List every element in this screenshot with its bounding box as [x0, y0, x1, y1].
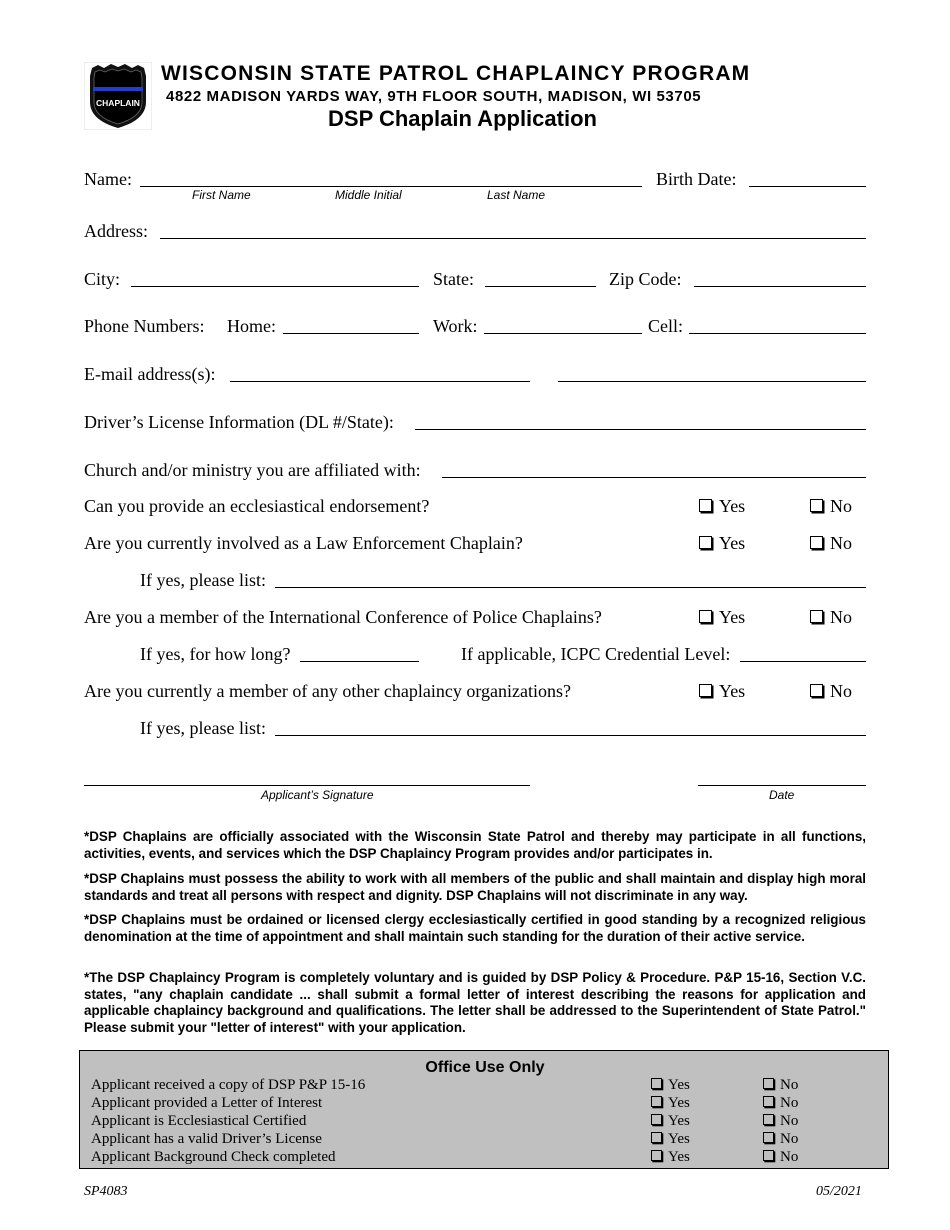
state-label: State:: [433, 269, 474, 289]
endorsement-question: Can you provide an ecclesiastical endorsement?: [84, 496, 430, 516]
date-caption: Date: [769, 788, 795, 802]
yes-label: Yes: [668, 1149, 690, 1165]
checkbox-icon: [651, 1150, 662, 1161]
middle-initial-caption: Middle Initial: [335, 188, 402, 202]
city-label: City:: [84, 269, 121, 289]
signature-date-field[interactable]: [698, 785, 866, 786]
checkbox-icon: [763, 1096, 774, 1107]
checkbox-icon: [699, 499, 712, 512]
icpc-level-field[interactable]: [740, 661, 866, 662]
birth-date-field[interactable]: [749, 186, 866, 187]
yes-label: Yes: [668, 1131, 690, 1147]
note-2: *DSP Chaplains must possess the ability to work with all members of the public and shall maintain and display high moral standards and treat all persons with respect and dignity. DSP Chaplains will not discriminate in any way.: [84, 871, 866, 903]
signature-field[interactable]: [84, 785, 530, 786]
yes-label: Yes: [719, 607, 746, 627]
checkbox-icon: [651, 1078, 662, 1089]
office-item-4: Applicant has a valid Driver’s License: [91, 1131, 322, 1147]
law-enforcement-no-checkbox[interactable]: [810, 533, 852, 553]
icpc-level-label: If applicable, ICPC Credential Level:: [461, 644, 731, 664]
drivers-license-state-field[interactable]: [700, 429, 866, 430]
badge-text: CHAPLAIN: [96, 98, 140, 108]
office-use-panel: [79, 1050, 889, 1169]
address-label: Address:: [84, 221, 148, 241]
no-label: No: [780, 1077, 799, 1093]
home-phone-label: Home:: [227, 316, 276, 336]
email-label: E-mail address(s):: [84, 364, 216, 384]
checkbox-icon: [651, 1132, 662, 1143]
phone-numbers-label: Phone Numbers:: [84, 316, 205, 336]
address-field[interactable]: [160, 238, 866, 239]
no-label: No: [780, 1113, 799, 1129]
name-field[interactable]: [140, 186, 642, 187]
checkbox-icon: [763, 1078, 774, 1089]
no-label: No: [830, 607, 852, 627]
checkbox-icon: [810, 684, 823, 697]
yes-label: Yes: [668, 1095, 690, 1111]
how-long-field[interactable]: [300, 661, 419, 662]
drivers-license-field[interactable]: [415, 429, 700, 430]
checkbox-icon: [810, 536, 823, 549]
office-item-3-yes[interactable]: [651, 1112, 690, 1130]
checkbox-icon: [699, 610, 712, 623]
office-item-5: Applicant Background Check completed: [91, 1149, 336, 1165]
work-phone-label: Work:: [433, 316, 478, 336]
checkbox-icon: [810, 610, 823, 623]
icpc-question: Are you a member of the International Conference of Police Chaplains?: [84, 607, 602, 627]
name-label: Name:: [84, 169, 132, 189]
other-orgs-yes-checkbox[interactable]: [699, 681, 745, 701]
office-item-1-yes[interactable]: [651, 1076, 690, 1094]
no-label: No: [780, 1149, 799, 1165]
checkbox-icon: [763, 1150, 774, 1161]
office-item-5-no[interactable]: [763, 1148, 798, 1166]
office-item-1-no[interactable]: [763, 1076, 798, 1094]
law-enforcement-list-field[interactable]: [275, 587, 866, 588]
office-item-2: Applicant provided a Letter of Interest: [91, 1095, 323, 1111]
form-date: 05/2021: [816, 1184, 862, 1199]
no-label: No: [780, 1095, 799, 1111]
office-item-4-yes[interactable]: [651, 1130, 690, 1148]
icpc-no-checkbox[interactable]: [810, 607, 852, 627]
other-orgs-list-field[interactable]: [275, 735, 866, 736]
note-3: *DSP Chaplains must be ordained or licensed clergy ecclesiastically certified in good standing by a recognized religious denomination at the time of appointment and shall maintain such standing for the duration of their active service.: [84, 912, 866, 944]
yes-label: Yes: [668, 1113, 690, 1129]
office-item-1: Applicant received a copy of DSP P&P 15-16: [91, 1077, 366, 1093]
zip-field[interactable]: [694, 286, 866, 287]
city-field[interactable]: [131, 286, 419, 287]
zip-label: Zip Code:: [609, 269, 682, 289]
home-phone-field[interactable]: [283, 333, 419, 334]
office-use-title: Office Use Only: [425, 1059, 545, 1076]
email-field-1[interactable]: [230, 381, 530, 382]
checkbox-icon: [699, 536, 712, 549]
form-number: SP4083: [84, 1184, 128, 1199]
email-field-2[interactable]: [558, 381, 866, 382]
office-item-2-yes[interactable]: [651, 1094, 690, 1112]
law-enforcement-yes-checkbox[interactable]: [699, 533, 745, 553]
applicant-signature-caption: Applicant’s Signature: [261, 788, 374, 802]
office-item-2-no[interactable]: [763, 1094, 798, 1112]
checkbox-icon: [651, 1096, 662, 1107]
program-address: 4822 MADISON YARDS WAY, 9TH FLOOR SOUTH, MADISON, WI 53705: [166, 88, 702, 105]
if-yes-list-label: If yes, please list:: [140, 570, 266, 590]
office-item-5-yes[interactable]: [651, 1148, 690, 1166]
office-item-4-no[interactable]: [763, 1130, 798, 1148]
yes-label: Yes: [668, 1077, 690, 1093]
no-label: No: [780, 1131, 799, 1147]
checkbox-icon: [699, 684, 712, 697]
drivers-license-label: Driver’s License Information (DL #/State):: [84, 412, 394, 432]
law-enforcement-question: Are you currently involved as a Law Enforcement Chaplain?: [84, 533, 523, 553]
checkbox-icon: [763, 1132, 774, 1143]
no-label: No: [830, 681, 852, 701]
program-name: WISCONSIN STATE PATROL CHAPLAINCY PROGRAM: [161, 62, 751, 85]
endorsement-no-checkbox[interactable]: [810, 496, 852, 516]
icpc-yes-checkbox[interactable]: [699, 607, 745, 627]
yes-label: Yes: [719, 533, 746, 553]
checkbox-icon: [810, 499, 823, 512]
church-field[interactable]: [442, 477, 866, 478]
yes-label: Yes: [719, 496, 746, 516]
office-item-3-no[interactable]: [763, 1112, 798, 1130]
checkbox-icon: [763, 1114, 774, 1125]
no-label: No: [830, 533, 852, 553]
office-item-3: Applicant is Ecclesiastical Certified: [91, 1113, 307, 1129]
state-field[interactable]: [485, 286, 596, 287]
yes-label: Yes: [719, 681, 746, 701]
work-phone-field[interactable]: [484, 333, 642, 334]
page-title: DSP Chaplain Application: [328, 106, 597, 131]
other-orgs-question: Are you currently a member of any other chaplaincy organizations?: [84, 681, 571, 701]
last-name-caption: Last Name: [487, 188, 546, 202]
church-label: Church and/or ministry you are affiliated with:: [84, 460, 421, 480]
if-yes-list-label-2: If yes, please list:: [140, 718, 266, 738]
note-4: *The DSP Chaplaincy Program is completely voluntary and is guided by DSP Policy & Procedure. P&P 15-16, Section V.C. states, "any chaplain candidate ... shall submit a formal letter of interest describing the reasons for application and applicable chaplaincy background and qualifications. The letter shall be addressed to the Superintendent of State Patrol." Please submit your "letter of interest" with your application.: [84, 970, 866, 1035]
checkbox-icon: [651, 1114, 662, 1125]
birth-date-label: Birth Date:: [656, 169, 737, 189]
first-name-caption: First Name: [192, 188, 251, 202]
cell-phone-field[interactable]: [689, 333, 866, 334]
no-label: No: [830, 496, 852, 516]
note-1: *DSP Chaplains are officially associated with the Wisconsin State Patrol and thereby may participate in all functions, activities, events, and services which the DSP Chaplaincy Program provides and/or participates in.: [84, 829, 866, 861]
how-long-label: If yes, for how long?: [140, 644, 291, 664]
endorsement-yes-checkbox[interactable]: [699, 496, 745, 516]
cell-phone-label: Cell:: [648, 316, 683, 336]
other-orgs-no-checkbox[interactable]: [810, 681, 852, 701]
